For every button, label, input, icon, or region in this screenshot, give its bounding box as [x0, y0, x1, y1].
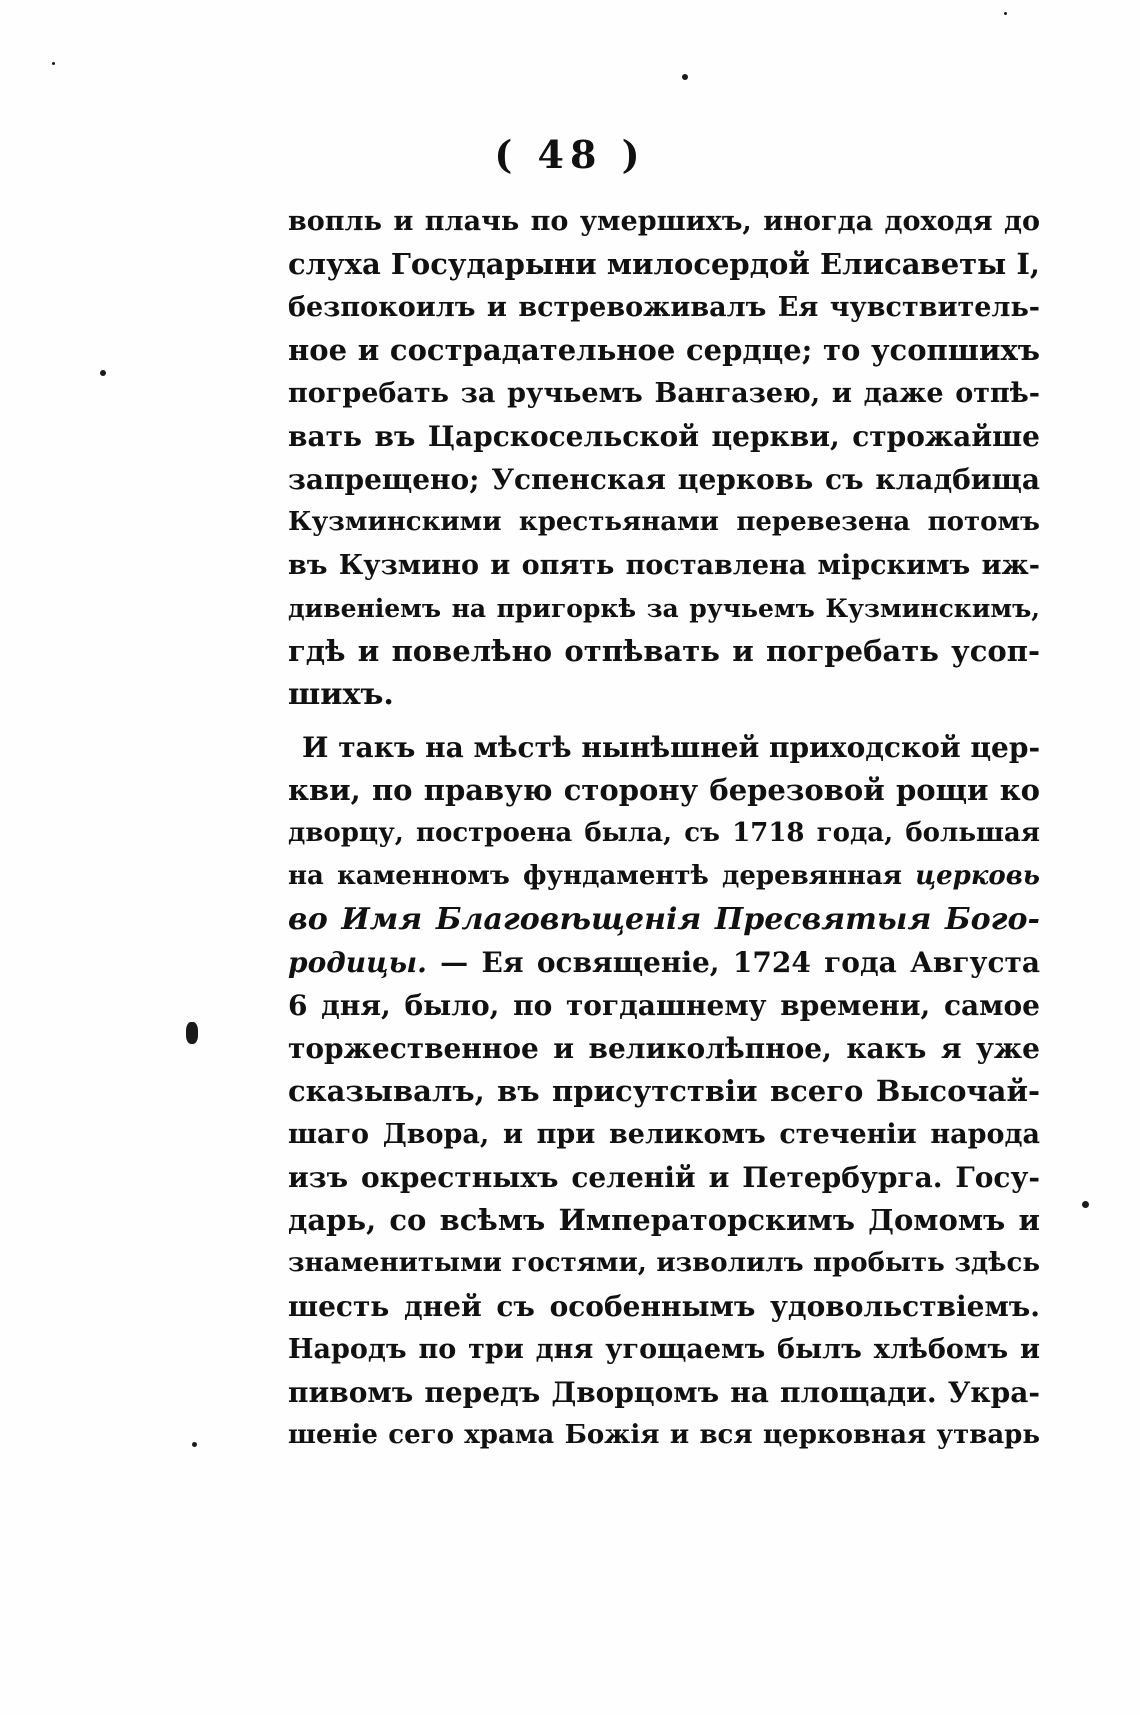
text-line: безпокоилъ и встревоживалъ Ея чувствитель- — [288, 292, 1040, 323]
text-line: запрещено; Успенская церковь съ кладбища — [288, 463, 1040, 496]
text-line: шеніе сего храма Божія и вся церковная утварь — [288, 1420, 1040, 1450]
text-line: Кузминскими крестьянами перевезена потомъ — [288, 507, 1040, 537]
ink-speck — [52, 62, 55, 65]
italic-text-line: во Имя Благовѣщенія Пресвятыя Бого- — [288, 902, 1040, 937]
ink-speck — [192, 1442, 197, 1447]
text-line: шихъ. — [288, 677, 394, 712]
ink-speck — [100, 370, 106, 376]
text-line — [288, 941, 1040, 984]
text-line: ное и сострадательное сердце; то усопшихъ — [288, 333, 1040, 367]
text-line: торжественное и великолѣпное, какъ я уже — [288, 1032, 1040, 1065]
text-line: вать въ Царскосельской церкви, строжайше — [288, 420, 1040, 453]
text-line: И такъ на мѣстѣ нынѣшней приходской цер- — [302, 731, 1041, 764]
ink-speck — [186, 1022, 198, 1044]
text-line: шесть дней съ особеннымъ удовольствіемъ. — [288, 1290, 1040, 1323]
ink-speck — [1082, 1201, 1089, 1208]
text-line: кви, по правую сторону березовой рощи ко — [288, 773, 1040, 807]
text-line: вопль и плачь по умершихъ, иногда доходя до — [288, 206, 1040, 237]
text-line: гдѣ и повелѣно отпѣвать и погребать усоп- — [288, 634, 1040, 668]
body-text — [288, 200, 1040, 1457]
text-fragment: на каменномъ фундаментѣ деревянная — [288, 861, 902, 891]
italic-text: церковь — [915, 861, 1040, 891]
text-line: погребать за ручьемъ Вангазею, и даже отпѣ- — [288, 378, 1040, 409]
text-line: дворцу, построена была, съ 1718 года, большая — [288, 818, 1040, 848]
text-line: слуха Государыни милосердой Елисаветы I, — [288, 247, 1040, 281]
page-number: ( 48 ) — [494, 132, 646, 177]
text-line: 6 дня, было, по тогдашнему времени, самое — [288, 989, 1040, 1022]
text-line: въ Кузмино и опять поставлена мірскимъ иж- — [288, 550, 1040, 581]
text-line: знаменитыми гостями, изволилъ пробыть здѣсь — [288, 1248, 1040, 1278]
text-line: дарь, со всѣмъ Императорскимъ Домомъ и — [288, 1203, 1040, 1237]
text-line: Народъ по три дня угощаемъ былъ хлѣбомъ и — [288, 1334, 1040, 1365]
ink-speck — [1004, 12, 1007, 15]
text-fragment: — Ея освященіе, 1724 года Августа — [440, 946, 1041, 979]
text-line: изъ окрестныхъ селеній и Петербурга. Госу- — [288, 1161, 1040, 1194]
ink-speck — [682, 74, 688, 80]
text-line: сказывалъ, въ присутствіи всего Высочай- — [288, 1074, 1040, 1108]
text-line: шаго Двора, и при великомъ стеченіи народа — [288, 1119, 1040, 1150]
text-line: дивеніемъ на пригоркѣ за ручьемъ Кузминскимъ, — [288, 594, 1040, 623]
italic-text: родицы. — [288, 946, 427, 979]
text-line — [288, 855, 1040, 898]
text-line: пивомъ передъ Дворцомъ на площади. Укра- — [288, 1376, 1040, 1409]
